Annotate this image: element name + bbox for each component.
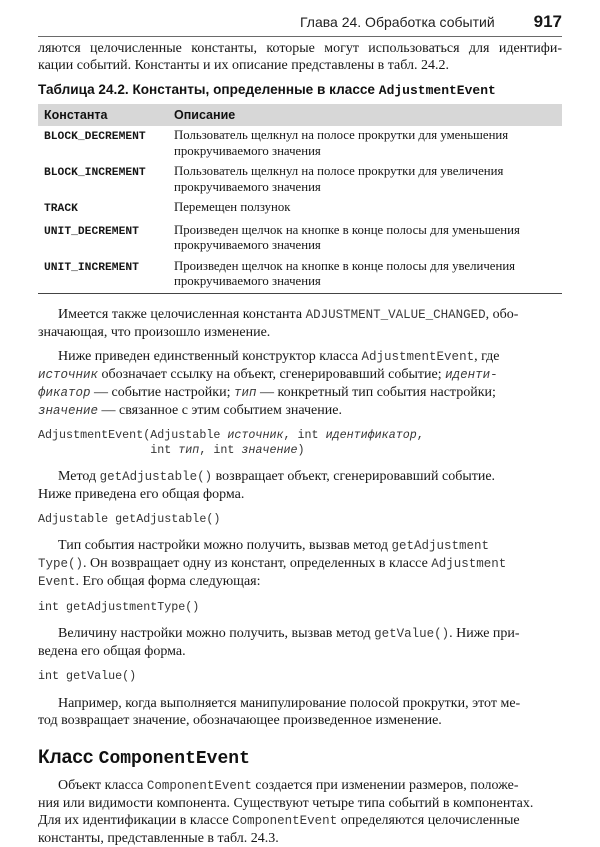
constant-description: Произведен щелчок на кнопке в конце полосы для уменьшения прокручиваемого значения xyxy=(174,222,520,252)
table-row xyxy=(38,221,562,257)
constant-description: Пользователь щелкнул на полосе прокрутки для уменьшения прокручиваемого значения xyxy=(174,128,509,158)
inline-code: ComponentEvent xyxy=(146,778,252,793)
table-row xyxy=(38,162,562,198)
inline-code: getAdjustable() xyxy=(99,469,213,484)
constant-name: BLOCK_DECREMENT xyxy=(44,131,146,143)
table-caption xyxy=(38,82,562,98)
inline-code: AdjustmentEvent xyxy=(361,349,475,364)
inline-code: getAdjustment xyxy=(391,538,490,553)
get-adjustable-paragraph: Метод getAdjustable() возвращает объект, сгенерировавший событие. Ниже приведена его общая форма. xyxy=(38,468,496,502)
column-header-description: Описание xyxy=(168,104,562,126)
constructor-paragraph: Ниже приведен единственный конструктор класса AdjustmentEvent, где источник обозначает ссылку на объект, сгенерировавший событие; иденти- фикатор — событие настройки; тип — конкретный тип события настройки; значение — связанное с этим событием значение. xyxy=(38,348,500,418)
constant-name: UNIT_INCREMENT xyxy=(38,257,168,294)
table-row xyxy=(38,257,562,294)
constant-name: UNIT_DECREMENT xyxy=(44,225,139,238)
table-row xyxy=(38,198,562,221)
adjustment-value-paragraph: Имеется также целочисленная константа ADJUSTMENT_VALUE_CHANGED, обо- значающая, что произошло изменение. xyxy=(38,306,519,340)
intro-paragraph xyxy=(38,40,562,74)
caption-class-name: AdjustmentEvent xyxy=(378,83,496,98)
page-number: 917 xyxy=(533,12,562,31)
chapter-title: Глава 24. Обработка событий xyxy=(300,14,495,30)
constant-description: Пользователь щелкнул на полосе прокрутки для увеличения прокручиваемого значения xyxy=(174,164,504,194)
text-line: кации событий. Константы и их описание представлены в табл. 24.2. xyxy=(38,58,450,73)
section-class-name: ComponentEvent xyxy=(98,748,250,769)
column-header-constant: Константа xyxy=(38,104,168,126)
section-heading: Класс ComponentEvent xyxy=(38,746,250,769)
page-body xyxy=(38,40,562,847)
table-row xyxy=(38,126,562,162)
adjustment-type-paragraph: Тип события настройки можно получить, вызвав метод getAdjustment Type(). Он возвращает одну из констант, определенных в классе Adjustment Event. Его общая форма следующая: xyxy=(38,537,507,589)
inline-code: ComponentEvent xyxy=(232,813,338,828)
inline-code: ADJUSTMENT_VALUE_CHANGED xyxy=(305,307,486,322)
table-header-row xyxy=(38,104,562,126)
header-rule xyxy=(38,36,562,37)
constant-name: BLOCK_INCREMENT xyxy=(44,167,146,179)
text-line: ляются целочисленные константы, которые могут использоваться для идентифи- xyxy=(38,41,562,56)
component-event-paragraph: Объект класса ComponentEvent создается при изменении размеров, положе- ния или видимости компонента. Существуют четыре типа событий в компонентах. Для их идентификации в классе ComponentEvent определяются целочисленные константы, представленные в табл. 24.3. xyxy=(38,777,534,846)
constants-table xyxy=(38,104,562,294)
get-adjustment-type-code: int getAdjustmentType() xyxy=(38,599,200,614)
running-head xyxy=(300,12,562,32)
inline-code: getValue() xyxy=(374,626,450,641)
constant-description: Перемещен ползунок xyxy=(174,200,291,214)
example-paragraph: Например, когда выполняется манипулирование полосой прокрутки, этот ме- тод возвращает значение, обозначающее произведенное изменение. xyxy=(38,695,521,728)
get-value-code: int getValue() xyxy=(38,668,137,683)
constant-name: TRACK xyxy=(44,203,78,215)
caption-text: Таблица 24.2. Константы, определенные в классе xyxy=(38,82,375,97)
get-adjustable-code: Adjustable getAdjustable() xyxy=(38,511,221,526)
constant-description: Произведен щелчок на кнопке в конце полосы для увеличения прокручиваемого значения xyxy=(168,257,562,294)
get-value-paragraph: Величину настройки можно получить, вызвав метод getValue(). Ниже при- ведена его общая форма. xyxy=(38,625,520,659)
constructor-code: AdjustmentEvent(Adjustable источник, int идентификатор, int тип, int значение) xyxy=(38,427,424,457)
